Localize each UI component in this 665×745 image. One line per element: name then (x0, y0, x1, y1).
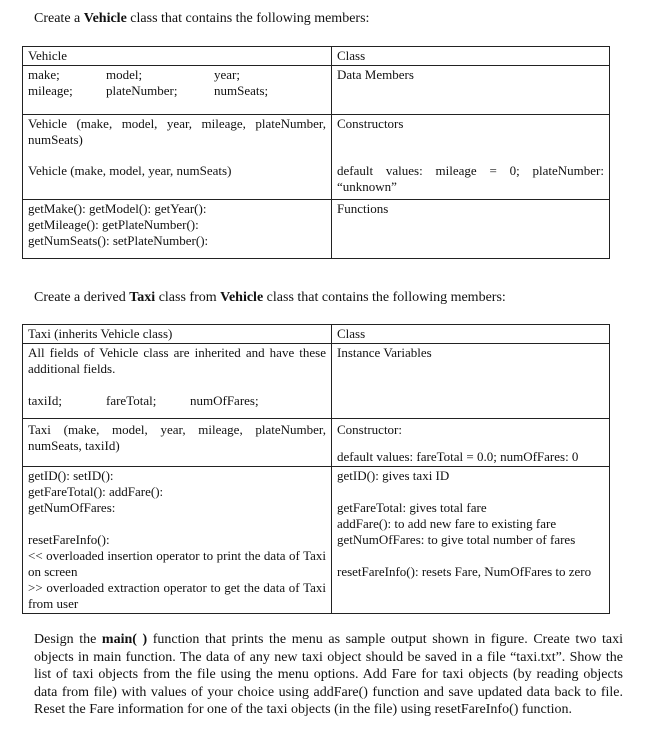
taxi-title-right: Class (332, 325, 610, 344)
taxi-class-table (22, 324, 610, 614)
taxi-reset-method: resetFareInfo(): (28, 532, 110, 547)
taxi-heading: Create a derived Taxi class from Vehicle class that contains the following members: (34, 290, 506, 305)
vehicle-ctor-2: Vehicle (make, model, year, numSeats) (23, 149, 332, 200)
vehicle-fields: make; model; year; mileage; plateNumber; numSeats; (23, 66, 332, 115)
taxi-ctor-label: Constructor: default values: fareTotal = 0.0; numOfFares: 0 (332, 419, 610, 467)
taxi-insertion-op: << overloaded insertion operator to print the data of Taxi on screen (28, 548, 326, 579)
vehicle-title: Vehicle (23, 47, 332, 66)
task-description: Design the main( ) function that prints the menu as sample output shown in figure. Create two taxi objects in main function. The data of any new taxi object should be saved in a file “taxi.txt”. Show the list of taxi objects from the file using the menu options. Add Fare for taxi objects (by reading objects data from file) with values of your choice using addFare() function and save updated data back to file. Reset the Fare information for one of the taxi objects (in the file) using resetFareInfo() function. (34, 632, 623, 717)
taxi-title: Taxi (inherits Vehicle class) (23, 325, 332, 344)
vehicle-ctor-label: Constructors (332, 115, 610, 150)
taxi-fields: All fields of Vehicle class are inherited and have these additional fields. taxiId; fareTotal; numOfFares; (23, 344, 332, 419)
taxi-fields-label: Instance Variables (332, 344, 610, 419)
vehicle-fields-label: Data Members (332, 66, 610, 115)
taxi-method-descriptions: getID(): gives taxi ID getFareTotal: gives total fare addFare(): to add new fare to existing fare getNumOfFares: to give total number of fares resetFareInfo(): resets Fare, NumOfFares to zero (332, 467, 610, 614)
vehicle-methods-label: Functions (332, 200, 610, 259)
vehicle-ctor-1: Vehicle (make, model, year, mileage, plateNumber, numSeats) (23, 115, 332, 150)
vehicle-heading: Create a Vehicle class that contains the following members: (34, 11, 370, 26)
taxi-extraction-op: >> overloaded extraction operator to get the data of Taxi from user (28, 580, 326, 611)
taxi-ctor: Taxi (make, model, year, mileage, plateNumber, numSeats, taxiId) (23, 419, 332, 467)
taxi-ctor-note: default values: fareTotal = 0.0; numOfFares: 0 (337, 449, 579, 464)
vehicle-ctor-2-note: default values: mileage = 0; plateNumber: “unknown” (332, 149, 610, 200)
vehicle-title-right: Class (332, 47, 610, 66)
vehicle-class-table (22, 46, 610, 259)
taxi-methods: getID(): setID(): getFareTotal(): addFare(): getNumOfFares: resetFareInfo(): << overloaded insertion operator to print the data of Taxi on screen >> overloaded extraction operator to get the data of Taxi from user (23, 467, 332, 614)
vehicle-methods: getMake(): getModel(): getYear(): getMileage(): getPlateNumber(): getNumSeats(): setPlateNumber(): (23, 200, 332, 259)
